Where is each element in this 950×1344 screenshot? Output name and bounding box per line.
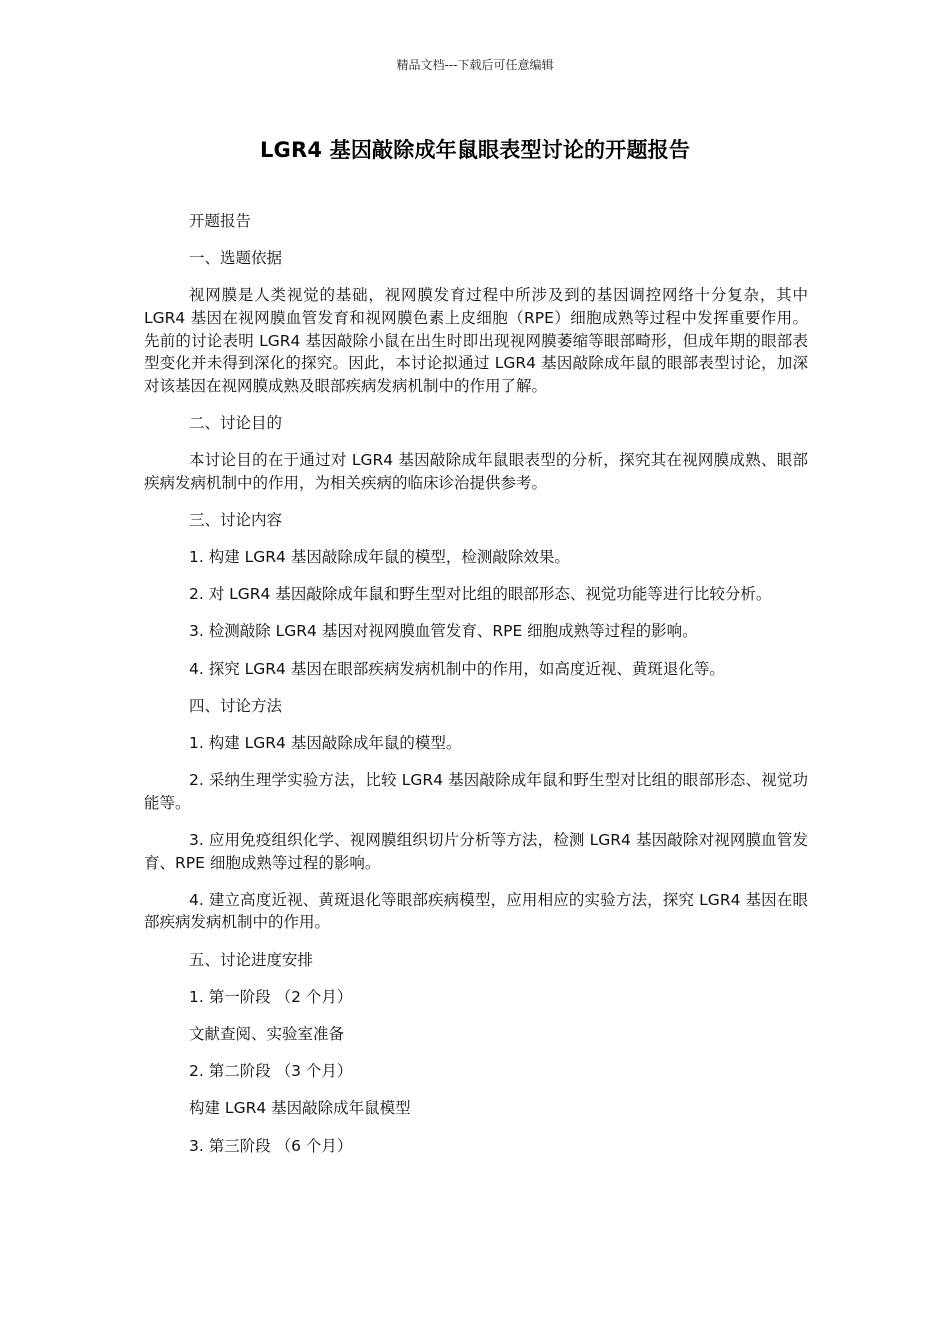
schedule-stage-1: 1. 第一阶段 （2 个月） <box>189 987 353 1006</box>
heading-section-4: 四、讨论方法 <box>189 696 283 715</box>
schedule-stage-2-task: 构建 LGR4 基因敲除成年鼠模型 <box>189 1099 411 1118</box>
method-item-2: 2. 采纳生理学实验方法，比较 LGR4 基因敲除成年鼠和野生型对比组的眼部形态、视觉功能等。 <box>144 771 808 812</box>
document-body <box>144 210 808 1172</box>
schedule-stage-2: 2. 第二阶段 （3 个月） <box>189 1062 353 1081</box>
content-item-2: 2. 对 LGR4 基因敲除成年鼠和野生型对比组的眼部形态、视觉功能等进行比较分析。 <box>189 585 772 604</box>
schedule-stage-1-task: 文献查阅、实验室准备 <box>189 1024 345 1043</box>
content-item-4: 4. 探究 LGR4 基因在眼部疾病发病机制中的作用，如高度近视、黄斑退化等。 <box>189 659 725 678</box>
content-item-1: 1. 构建 LGR4 基因敲除成年鼠的模型，检测敲除效果。 <box>189 548 570 567</box>
content-item-3: 3. 检测敲除 LGR4 基因对视网膜血管发育、RPE 细胞成熟等过程的影响。 <box>189 622 698 641</box>
heading-section-5: 五、讨论进度安排 <box>189 950 314 969</box>
heading-section-1: 一、选题依据 <box>189 249 283 268</box>
method-item-4: 4. 建立高度近视、黄斑退化等眼部疾病模型，应用相应的实验方法，探究 LGR4 基因在眼部疾病发病机制中的作用。 <box>144 890 808 932</box>
document-title: LGR4 基因敲除成年鼠眼表型讨论的开题报告 <box>259 138 691 162</box>
schedule-stage-3: 3. 第三阶段 （6 个月） <box>189 1136 353 1155</box>
page-header: 精品文档---下载后可任意编辑 <box>396 58 554 72</box>
paragraph-purpose: 本讨论目的在于通过对 LGR4 基因敲除成年鼠眼表型的分析，探究其在视网膜成熟、眼部疾病发病机制中的作用，为相关疾病的临床诊治提供参考。 <box>144 451 808 492</box>
method-item-1: 1. 构建 LGR4 基因敲除成年鼠的模型。 <box>189 734 462 753</box>
method-item-3: 3. 应用免疫组织化学、视网膜组织切片分析等方法，检测 LGR4 基因敲除对视网膜血管发育、RPE 细胞成熟等过程的影响。 <box>144 831 808 872</box>
paragraph-background: 视网膜是人类视觉的基础，视网膜发育过程中所涉及到的基因调控网络十分复杂，其中 LGR4 基因在视网膜血管发育和视网膜色素上皮细胞（RPE）细胞成熟等过程中发挥重要作用。先前的讨论表明 LGR4 基因敲除小鼠在出生时即出现视网膜萎缩等眼部畸形，但成年期的眼部表型变化并未得到深化的探究。因此，本讨论拟通过 LGR4 基因敲除成年鼠的眼部表型讨论，加深对该基因在视网膜成熟及眼部疾病发病机制中的作用了解。 <box>144 286 808 395</box>
heading-section-3: 三、讨论内容 <box>189 510 283 529</box>
paragraph-section-label: 开题报告 <box>189 212 252 230</box>
heading-section-2: 二、讨论目的 <box>189 413 283 432</box>
